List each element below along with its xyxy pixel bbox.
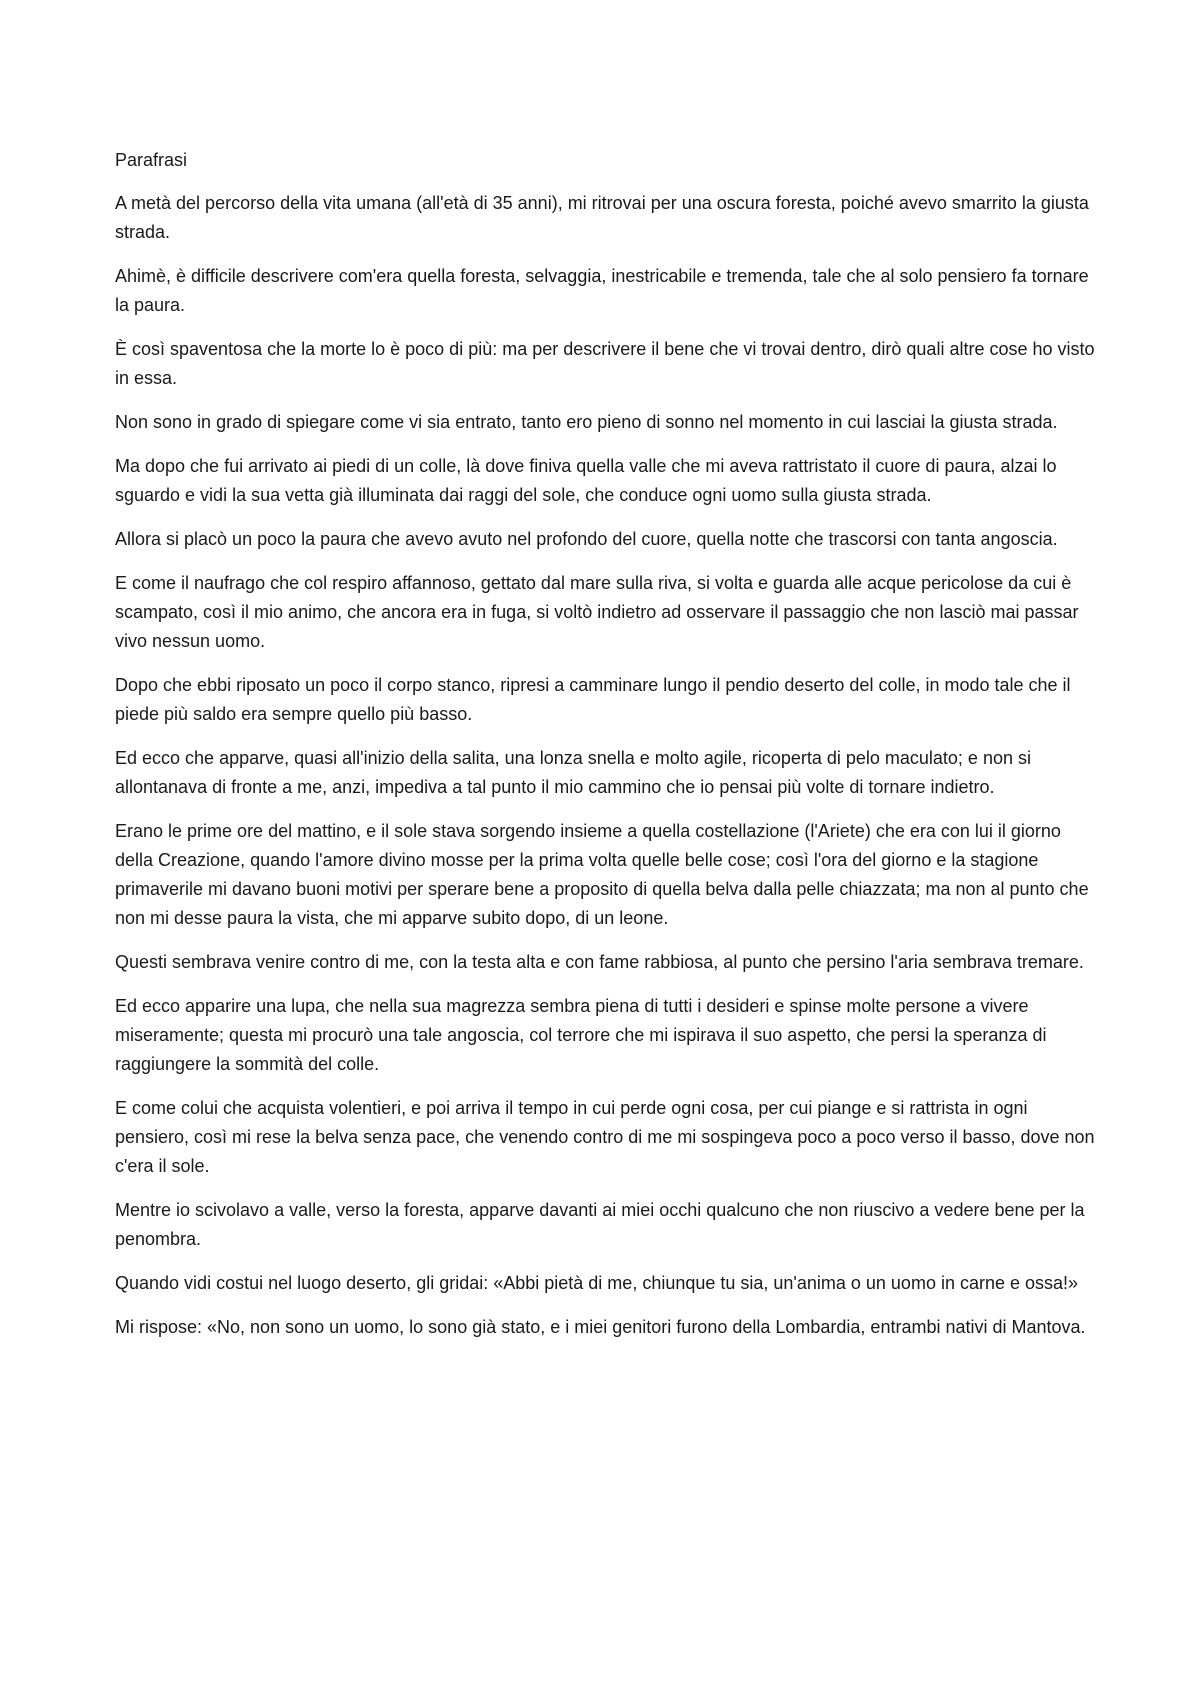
paragraph: Ahimè, è difficile descrivere com'era quella foresta, selvaggia, inestricabile e tremenda, tale che al solo pensiero fa tornare la paura. — [115, 266, 1089, 315]
paragraph: Ed ecco che apparve, quasi all'inizio della salita, una lonza snella e molto agile, ricoperta di pelo maculato; e non si allontanava di fronte a me, anzi, impediva a tal punto il mio cammino che io pensai più volte di tornare indietro. — [115, 748, 1031, 797]
paragraph: Mi rispose: «No, non sono un uomo, lo sono già stato, e i miei genitori furono della Lombardia, entrambi nativi di Mantova. — [115, 1317, 1086, 1337]
paragraph: Dopo che ebbi riposato un poco il corpo stanco, ripresi a camminare lungo il pendio deserto del colle, in modo tale che il piede più saldo era sempre quello più basso. — [115, 675, 1071, 724]
paragraph: Non sono in grado di spiegare come vi sia entrato, tanto ero pieno di sonno nel momento in cui lasciai la giusta strada. — [115, 412, 1058, 432]
paragraph: Mentre io scivolavo a valle, verso la foresta, apparve davanti ai miei occhi qualcuno che non riuscivo a vedere bene per la penombra. — [115, 1200, 1085, 1249]
paragraph: Ed ecco apparire una lupa, che nella sua magrezza sembra piena di tutti i desideri e spinse molte persone a vivere miseramente; questa mi procurò una tale angoscia, col terrore che mi ispirava il suo aspetto, che persi la speranza di raggiungere la sommità del colle. — [115, 996, 1047, 1074]
paragraph: A metà del percorso della vita umana (all'età di 35 anni), mi ritrovai per una oscura foresta, poiché avevo smarrito la giusta strada. — [115, 193, 1089, 242]
paragraph: Ma dopo che fui arrivato ai piedi di un colle, là dove finiva quella valle che mi aveva rattristato il cuore di paura, alzai lo sguardo e vidi la sua vetta già illuminata dai raggi del sole, che conduce ogni uomo sulla giusta strada. — [115, 456, 1057, 505]
paragraph: E come il naufrago che col respiro affannoso, gettato dal mare sulla riva, si volta e guarda alle acque pericolose da cui è scampato, così il mio animo, che ancora era in fuga, si voltò indietro ad osservare il passaggio che non lasciò mai passar vivo nessun uomo. — [115, 573, 1079, 651]
paragraph: Allora si placò un poco la paura che avevo avuto nel profondo del cuore, quella notte che trascorsi con tanta angoscia. — [115, 529, 1058, 549]
paragraph: Erano le prime ore del mattino, e il sole stava sorgendo insieme a quella costellazione (l'Ariete) che era con lui il giorno della Creazione, quando l'amore divino mosse per la prima volta quelle belle cose; così l'ora del giorno e la stagione primaverile mi davano buoni motivi per sperare bene a proposito di quella belva dalla pelle chiazzata; ma non al punto che non mi desse paura la vista, che mi apparve subito dopo, di un leone. — [115, 821, 1089, 928]
paragraph: E come colui che acquista volentieri, e poi arriva il tempo in cui perde ogni cosa, per cui piange e si rattrista in ogni pensiero, così mi rese la belva senza pace, che venendo contro di me mi sospingeva poco a poco verso il basso, dove non c'era il sole. — [115, 1098, 1095, 1176]
document-title: Parafrasi — [115, 150, 188, 170]
paragraph: Questi sembrava venire contro di me, con la testa alta e con fame rabbiosa, al punto che persino l'aria sembrava tremare. — [115, 952, 1084, 972]
paragraph: È così spaventosa che la morte lo è poco di più: ma per descrivere il bene che vi trovai dentro, dirò quali altre cose ho visto in essa. — [115, 339, 1095, 388]
document-body — [115, 146, 1095, 1357]
paragraph: Quando vidi costui nel luogo deserto, gli gridai: «Abbi pietà di me, chiunque tu sia, un'anima o un uomo in carne e ossa!» — [115, 1273, 1079, 1293]
